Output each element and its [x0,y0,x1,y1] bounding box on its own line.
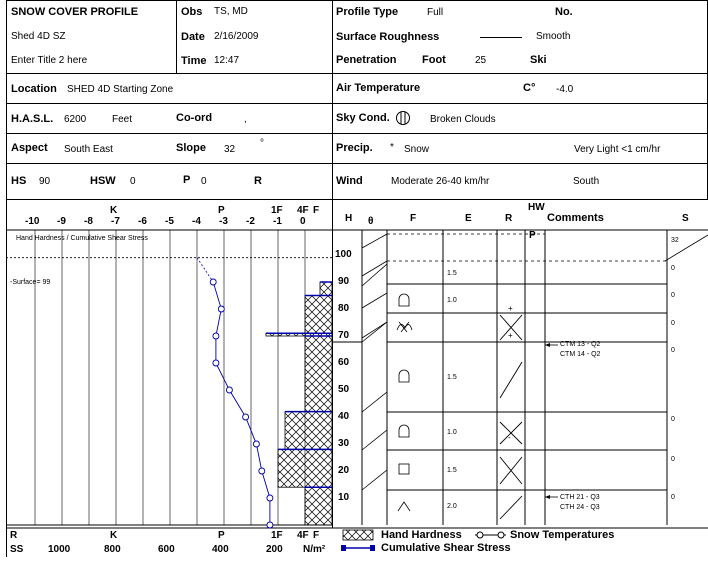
bottom-k: K [110,530,118,541]
height-tick-label: 30 [338,438,350,449]
air-temp-label: Air Temperature [336,82,421,94]
precip-value: Snow [404,144,430,155]
slope-unit: ° [260,138,264,149]
r-diagonal [500,362,522,398]
height-tick-label: 70 [338,330,350,341]
layer-connector [362,293,387,308]
col-hw: HW [528,202,545,213]
temperature-point [218,306,224,312]
s-value-5: 0 [671,416,675,423]
penetration-label: Penetration [336,54,397,66]
penetration-marker: P [529,230,536,241]
legend-temp-dot [477,532,483,538]
ss-tick-800: 800 [104,544,121,555]
depth-hoar-icon [398,502,410,511]
profile-title: SNOW COVER PROFILE [11,6,139,18]
height-tick-label: 100 [335,249,352,260]
temp-tick-label: -8 [84,216,93,227]
layer-connector [362,430,387,450]
comment-2: CTM 14 - Q2 [560,351,601,358]
subtitle-1: Shed 4D SZ [11,31,66,42]
height-tick-label: 40 [338,411,350,422]
temperature-line [213,282,270,525]
s-value-3: 0 [671,320,675,327]
r-label: R [254,175,262,187]
layer-connector [362,322,387,342]
col-f: F [410,213,417,224]
height-tick-label: 20 [338,465,350,476]
layer-e-1: 1.5 [447,270,457,277]
bottom-p: P [218,530,225,541]
aspect-value: South East [64,144,113,155]
height-tick-label: 80 [338,303,350,314]
ss-tick-200: 200 [266,544,283,555]
sky-cond-label: Sky Cond. [336,112,390,124]
layer-e-6: 1.5 [447,467,457,474]
temp-tick-label: -9 [57,216,66,227]
height-tick-label: 50 [338,384,350,395]
hs-label: HS [11,175,27,187]
col-h: H [345,213,353,224]
foot-value: 25 [475,55,487,66]
temp-tick-label: -4 [192,216,201,227]
legend-shear-marker [370,545,375,551]
layer-e-5: 1.0 [447,429,457,436]
layer-e-7: 2.0 [447,503,457,510]
scale-k: K [110,205,118,216]
comment-arrowhead-1 [545,343,550,347]
hardness-bar [278,449,332,487]
temperature-point [253,441,259,447]
scale-1f: 1F [271,205,283,216]
hsw-value: 0 [130,176,136,187]
hardness-bar [305,487,332,525]
layer-connector-top2 [362,261,387,276]
s-value-2: 0 [671,292,675,299]
layer-e-2: 1.0 [447,297,457,304]
height-tick-label: 10 [338,492,350,503]
layer-connector [362,322,387,338]
date-value: 2/16/2009 [214,31,259,42]
temp-tick-label: -3 [219,216,228,227]
obs-value: TS, MD [214,6,248,17]
r-diagonal [500,496,522,519]
ss-tick-1000: 1000 [48,544,71,555]
faceted-grain-icon [399,370,409,382]
temp-surface-line [197,258,213,282]
wind-label: Wind [336,175,363,187]
hasl-label: H.A.S.L. [11,113,54,125]
profile-type-label: Profile Type [336,6,399,18]
comment-arrowhead-2 [545,495,550,499]
bottom-4f: 4F [297,530,309,541]
comment-1: CTM 13 - Q2 [560,341,601,348]
height-tick-label: 90 [338,276,350,287]
surface-roughness-value: Smooth [536,31,571,42]
temp-tick-label: 0 [300,216,306,227]
legend-snow-temps: Snow Temperatures [510,529,615,541]
ss-tick-400: 400 [212,544,229,555]
precip-symbol: * [390,142,394,153]
air-temp-value: -4.0 [556,84,574,95]
date-label: Date [181,31,205,43]
subtitle-2: Enter Title 2 here [11,55,88,66]
hasl-unit: Feet [112,114,133,125]
obs-label: Obs [181,6,203,18]
hardness-bar [305,336,332,412]
p-value: 0 [201,176,207,187]
faceted-grain-icon [399,425,409,437]
time-label: Time [181,55,207,67]
scale-p: P [218,205,225,216]
hardness-bar [320,282,332,296]
scale-f: F [313,205,320,216]
precip-label: Precip. [336,142,373,154]
temp-tick-label: -7 [111,216,120,227]
col-comments: Comments [547,212,604,224]
scale-4f: 4F [297,205,309,216]
temp-tick-label: -2 [246,216,255,227]
hardness-bar [285,412,332,450]
location-label: Location [11,83,57,95]
ss-tick-600: 600 [158,544,175,555]
col-e: E [465,213,472,224]
comment-4: CTH 24 - Q3 [560,504,600,511]
legend-shear-marker [341,545,346,551]
mixed-forms-icon [397,322,412,332]
hasl-value: 6200 [64,114,87,125]
layer-r-2: + [508,304,513,313]
layer-connector-top [362,234,387,248]
layer-r-3: + [508,331,513,340]
temperature-point [267,495,273,501]
col-s: S [682,213,689,224]
ski-label: Ski [530,54,547,66]
temp-tick-label: -10 [25,216,40,227]
aspect-label: Aspect [11,142,48,154]
time-value: 12:47 [214,55,240,66]
comment-3: CTH 21 - Q3 [560,494,600,501]
wind-direction: South [573,176,600,187]
col-r: R [505,213,513,224]
temperature-point [210,279,216,285]
ss-unit: N/m² [303,544,326,555]
temp-tick-label: -1 [273,216,282,227]
temp-tick-label: -6 [138,216,147,227]
slope-label: Slope [176,142,206,154]
bottom-1f: 1F [271,530,283,541]
p-label: P [183,174,191,186]
slope-value: 32 [224,144,236,155]
location-value: SHED 4D Starting Zone [67,84,174,95]
chart-legend-text: Hand Hardness / Cumulative Shear Stress [16,235,148,242]
temperature-point [259,468,265,474]
layer-e-4: 1.5 [447,374,457,381]
hs-value: 90 [39,176,51,187]
height-tick-label: 60 [338,357,350,368]
s-value-1: 0 [671,265,675,272]
bottom-f: F [313,530,320,541]
temp-tick-label: -5 [165,216,174,227]
sky-cond-value: Broken Clouds [430,114,496,125]
layer-connector [362,264,387,286]
coord-label: Co-ord [176,112,213,124]
wind-value: Moderate 26-40 km/hr [391,176,490,187]
layer-r-5: - [508,433,511,442]
surface-roughness-label: Surface Roughness [336,31,440,43]
temperature-point [226,387,232,393]
hsw-label: HSW [90,175,116,187]
legend-hand-hardness: Hand Hardness [381,529,462,541]
layer-connector [362,392,387,412]
s-value-top: 32 [671,237,679,244]
s-value-7: 0 [671,494,675,501]
bottom-r: R [10,530,18,541]
hardness-bar [305,296,332,334]
s-value-4: 0 [671,347,675,354]
legend-cumulative: Cumulative Shear Stress [381,542,511,554]
foot-label: Foot [422,54,446,66]
temperature-point [243,414,249,420]
s-value-6: 0 [671,456,675,463]
ss-label: SS [10,544,24,555]
no-label: No. [555,6,573,18]
profile-type-value: Full [427,7,444,18]
legend-temp-dot [498,532,504,538]
precip-rate: Very Light <1 cm/hr [574,144,661,155]
legend-hatch-swatch [343,530,373,540]
surface-label: -Surface= 99 [10,279,51,286]
temperature-point [267,522,273,528]
col-theta: θ [368,216,374,227]
layer-connector [362,470,387,490]
temperature-point [213,333,219,339]
s-slope-line [665,235,708,261]
air-temp-unit: C° [523,82,536,94]
temperature-point [213,360,219,366]
faceted-grain-icon [399,294,409,306]
coord-value: , [244,114,247,125]
square-grain-icon [399,464,409,474]
